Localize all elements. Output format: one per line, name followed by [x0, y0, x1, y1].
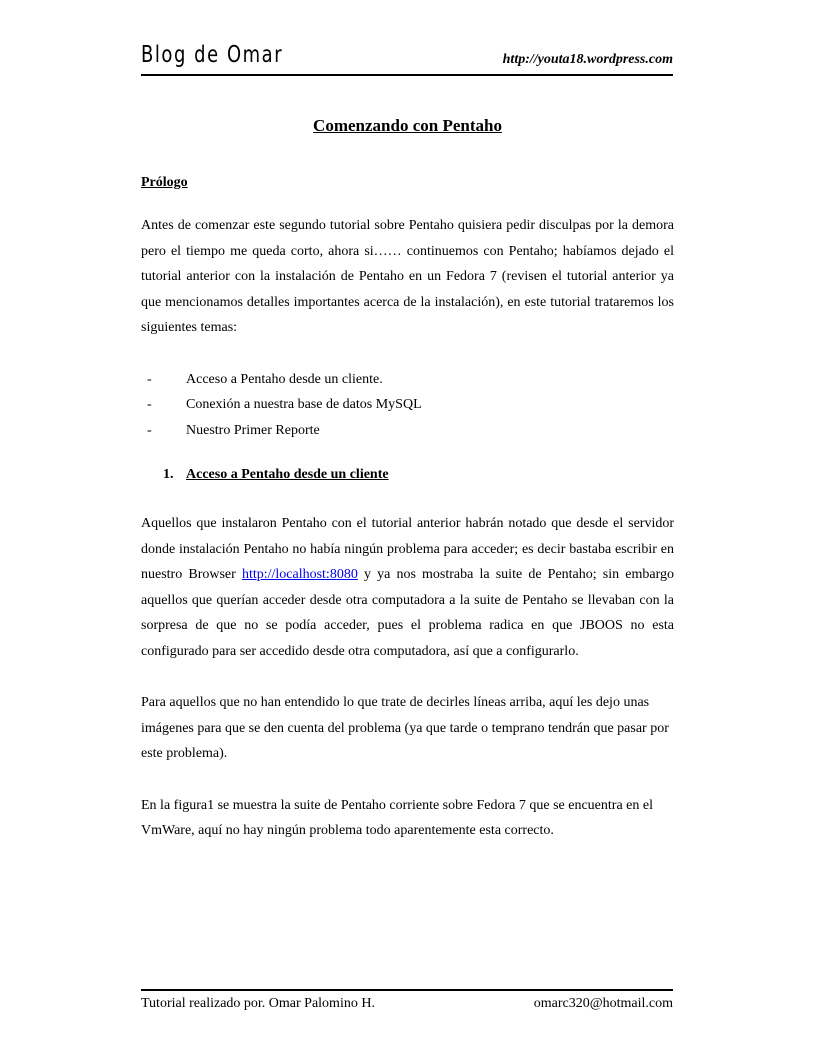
list-item	[141, 418, 674, 444]
list-item	[141, 392, 674, 418]
list-bullet: -	[147, 397, 152, 412]
localhost-link[interactable]: http://localhost:8080	[241, 567, 358, 582]
list-item-text: Nuestro Primer Reporte	[186, 422, 320, 438]
section-title: Acceso a Pentaho desde un cliente	[186, 467, 389, 482]
list-item-text: Conexión a nuestra base de datos MySQL	[186, 397, 422, 412]
paragraph-text-after-link: y ya nos mostraba la suite de Pentaho; sin embargo aquellos que querían acceder desde otra computadora a la suite de Pentaho se llevaban con la sorpresa de que no se podía acceder, pues el problema radica en que JBOOS no esta configurado para ser accedido desde otra computadora, así que a configurarlo.	[141, 567, 675, 659]
topics-list	[141, 367, 674, 444]
blog-name: Blog de Omar	[141, 42, 284, 68]
section-heading	[141, 465, 674, 485]
list-bullet: -	[147, 371, 152, 387]
blog-url: http://youta18.wordpress.com	[502, 52, 673, 67]
list-bullet: -	[147, 422, 152, 438]
paragraph-text-before-link: Aquellos que instalaron Pentaho con el tutorial anterior habrán notado que desde el servidor donde instalación Pentaho no había ningún problema para acceder; es decir bastaba escribir en nuestro Browser	[141, 516, 674, 582]
document-body	[141, 116, 674, 870]
list-item-text: Acceso a Pentaho desde un cliente.	[186, 371, 383, 387]
list-item	[141, 367, 674, 393]
prologue-heading: Prólogo	[141, 175, 188, 190]
footer-email: omarc320@hotmail.com	[533, 996, 673, 1011]
page-header	[141, 40, 673, 76]
footer-author: Tutorial realizado por. Omar Palomino H.	[141, 996, 375, 1011]
page-footer	[141, 989, 673, 1011]
document-title: Comenzando con Pentaho	[313, 116, 502, 135]
section1-paragraph	[141, 511, 674, 664]
problem-paragraph: Para aquellos que no han entendido lo que trate de decirles líneas arriba, aquí les dejo unas imágenes para que se den cuenta del problema (ya que tarde o temprano tendrán que pasar por este problema).	[141, 695, 669, 761]
section-number: 1.	[163, 467, 174, 482]
intro-paragraph: Antes de comenzar este segundo tutorial sobre Pentaho quisiera pedir disculpas por la demora pero el tiempo me queda corto, ahora si…… continuemos con Pentaho; habíamos dejado el tutorial anterior con la instalación de Pentaho en un Fedora 7 (revisen el tutorial anterior ya que mencionamos detalles importantes acerca de la instalación), en este tutorial trataremos los siguientes temas:	[141, 218, 674, 335]
figure-paragraph: En la figura1 se muestra la suite de Pentaho corriente sobre Fedora 7 que se encuentra en el VmWare, aquí no hay ningún problema todo aparentemente esta correcto.	[141, 797, 653, 838]
